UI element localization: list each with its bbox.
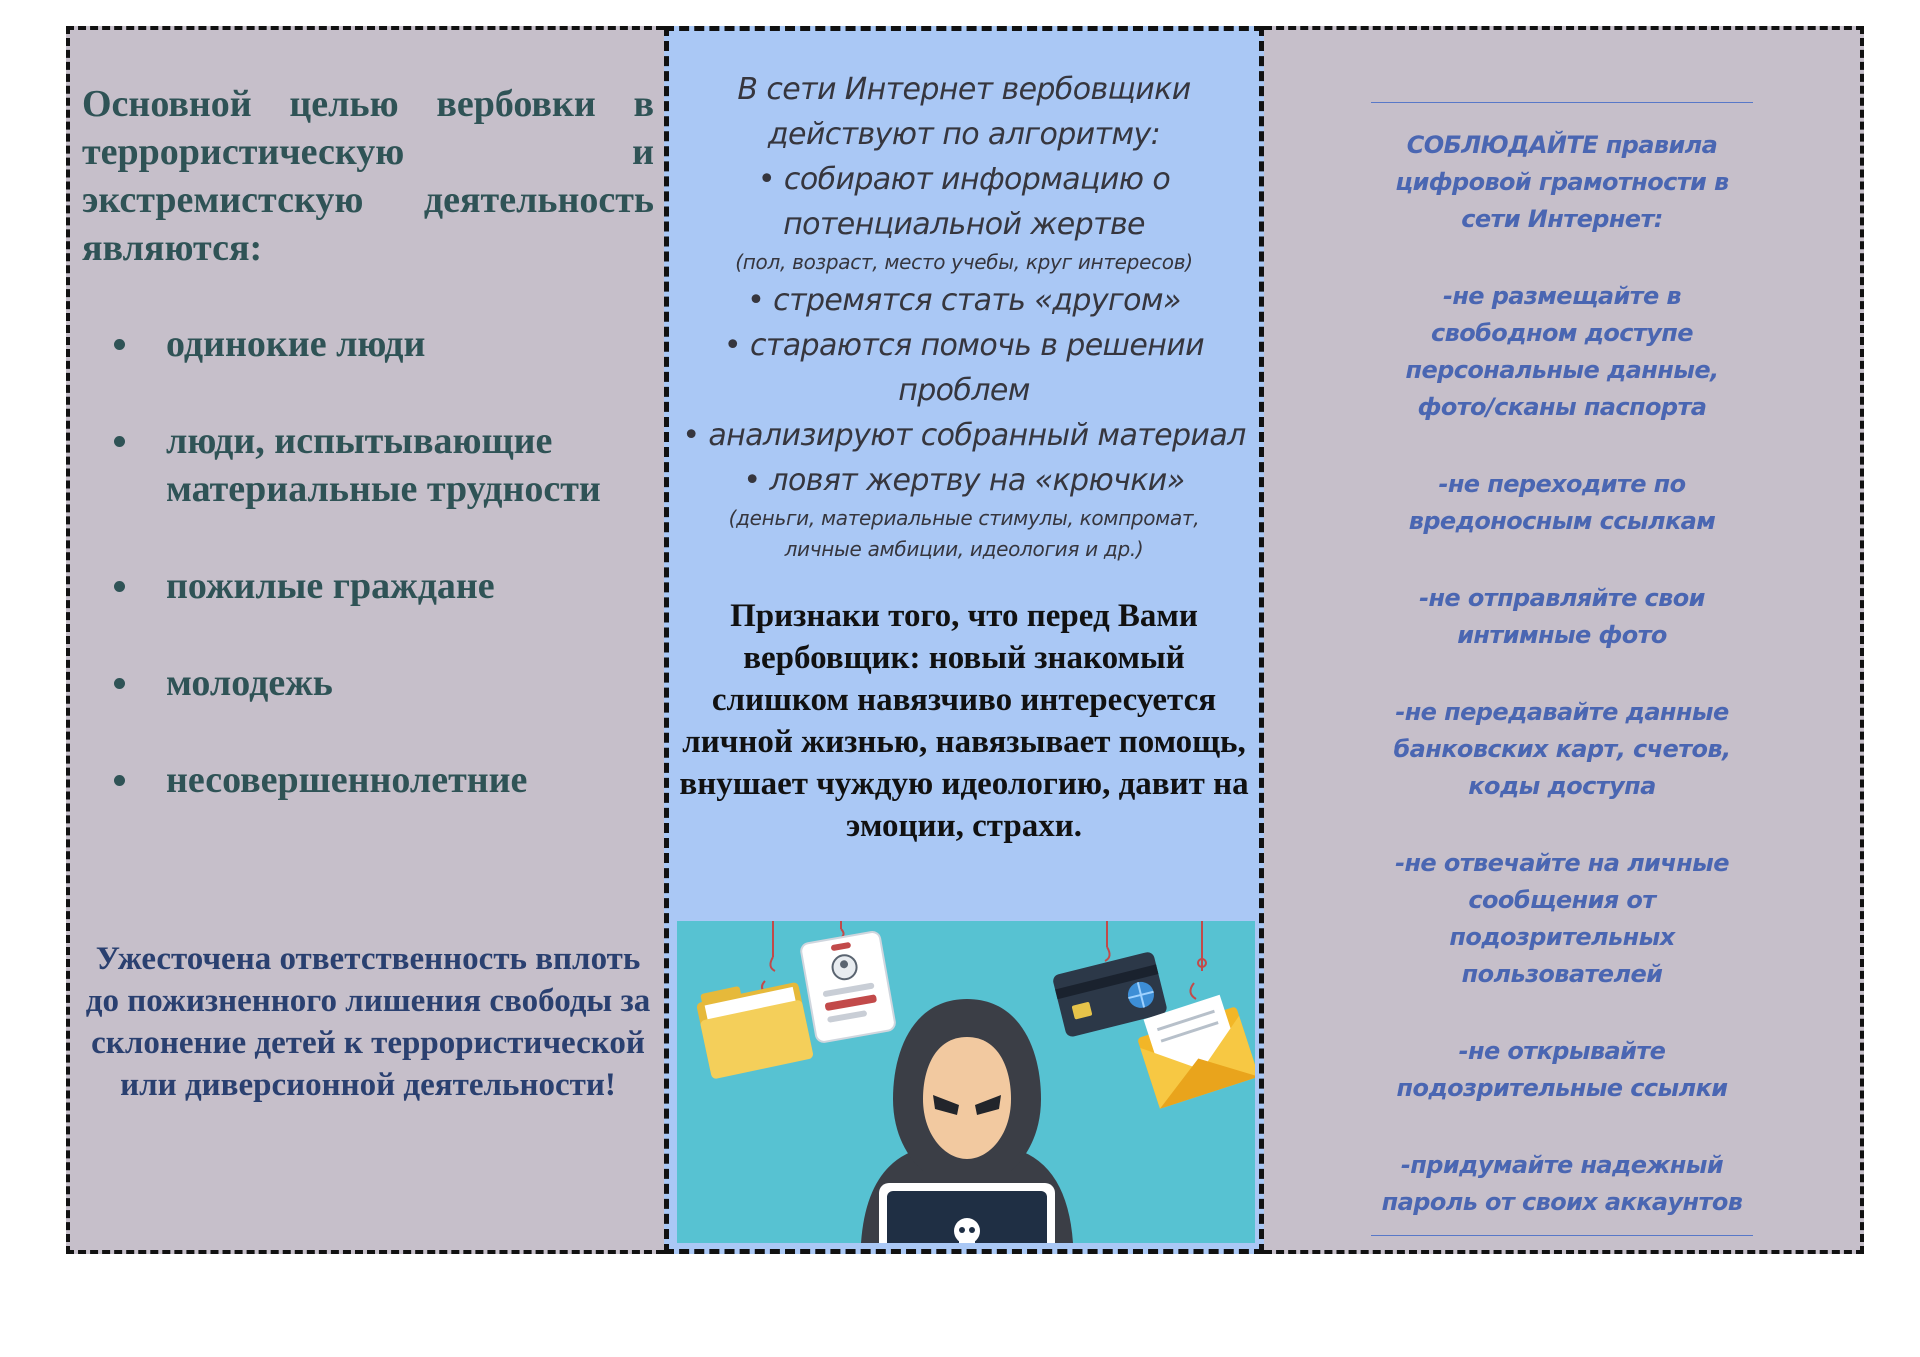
rule-item (1264, 1033, 1860, 1107)
list-item (114, 659, 654, 707)
rule-line: подозрительных (1449, 923, 1675, 951)
rule-line: интимные фото (1457, 621, 1667, 649)
algorithm-line: действуют по алгоритму: (767, 117, 1161, 152)
left-heading-line-3: являются: (82, 227, 263, 269)
right-panel (1264, 26, 1864, 1254)
rule-item (1264, 845, 1860, 993)
rule-line: -не открывайте (1458, 1037, 1666, 1065)
vulnerable-groups-list (114, 320, 654, 853)
rule-line: свободном доступе (1431, 319, 1693, 347)
bullet-icon (114, 581, 125, 592)
folder-icon (694, 974, 814, 1080)
divider (1371, 102, 1753, 103)
algorithm-line: • анализируют собранный материал (682, 418, 1246, 453)
rule-line: вредоносным ссылкам (1408, 507, 1716, 535)
algorithm-line: В сети Интернет вербовщики (737, 72, 1191, 107)
rule-line: -не передавайте данные (1395, 698, 1729, 726)
hacker-illustration (677, 921, 1255, 1243)
recruiter-signs: Признаки того, что перед Вами вербовщик: новый знакомый слишком навязчиво интересуется личной жизнью, навязывает помощь, внушает чуждую идеологию, давит на эмоции, страхи. (679, 598, 1249, 844)
algorithm-line: потенциальной жертве (783, 207, 1145, 242)
rule-line: пользователей (1461, 960, 1663, 988)
rule-item (1264, 694, 1860, 805)
list-item-text: пожилые граждане (166, 565, 495, 607)
rule-item (1264, 278, 1860, 426)
left-heading-line-1: Основной целью вербовки в террористическую и (82, 83, 654, 173)
list-item (114, 756, 654, 804)
rule-line: подозрительные ссылки (1396, 1074, 1728, 1102)
bullet-icon (114, 775, 125, 786)
algorithm-note: личные амбиции, идеология и др.) (784, 537, 1144, 561)
algorithm-line: проблем (898, 373, 1030, 408)
rule-line: -не отвечайте на личные (1395, 849, 1729, 877)
digital-literacy-rules (1264, 102, 1860, 1236)
list-item-text: люди, испытывающие материальные трудности (166, 420, 601, 510)
rules-title (1264, 127, 1860, 238)
rule-line: пароль от своих аккаунтов (1381, 1188, 1743, 1216)
id-card-icon (800, 931, 896, 1043)
rule-line: сообщения от (1468, 886, 1656, 914)
responsibility-notice: Ужесточена ответственность вплоть до пожизненного лишения свободы за склонение детей к террористической или диверсионной деятельности! (85, 941, 651, 1103)
divider (1371, 1235, 1753, 1236)
recruiter-algorithm (669, 67, 1259, 565)
algorithm-line: • ловят жертву на «крючки» (743, 463, 1185, 498)
brochure (66, 26, 1864, 1254)
rule-item (1264, 1147, 1860, 1221)
rule-line: -не размещайте в (1442, 282, 1682, 310)
bullet-icon (114, 339, 125, 350)
list-item (114, 417, 654, 513)
rule-item (1264, 466, 1860, 540)
rules-title-line: СОБЛЮДАЙТЕ правила (1406, 131, 1718, 159)
list-item-text: молодежь (166, 662, 333, 704)
rule-line: коды доступа (1468, 772, 1656, 800)
left-heading-line-2: экстремистскую деятельность (82, 179, 654, 221)
algorithm-line: • стремятся стать «другом» (747, 283, 1181, 318)
algorithm-line: • стараются помочь в решении (723, 328, 1205, 363)
bullet-icon (114, 436, 125, 447)
hacker-illustration-svg (677, 921, 1255, 1243)
rule-line: фото/сканы паспорта (1417, 393, 1707, 421)
algorithm-line: • собирают информацию о (757, 162, 1171, 197)
rule-item (1264, 580, 1860, 654)
algorithm-note: (деньги, материальные стимулы, компромат, (728, 506, 1200, 530)
algorithm-note: (пол, возраст, место учебы, круг интересов) (735, 250, 1193, 274)
list-item (114, 562, 654, 610)
rules-title-line: сети Интернет: (1461, 205, 1663, 233)
rule-line: -придумайте надежный (1400, 1151, 1724, 1179)
bullet-icon (114, 678, 125, 689)
list-item (114, 320, 654, 368)
left-panel (66, 26, 664, 1254)
rule-line: -не переходите по (1438, 470, 1686, 498)
skull-icon (954, 1218, 980, 1243)
left-heading (82, 80, 654, 272)
list-item-text: несовершеннолетние (166, 759, 528, 801)
list-item-text: одинокие люди (166, 323, 426, 365)
middle-panel (664, 26, 1264, 1254)
rule-line: банковских карт, счетов, (1393, 735, 1731, 763)
rule-line: -не отправляйте свои (1419, 584, 1705, 612)
rules-title-line: цифровой грамотности в (1395, 168, 1729, 196)
rule-line: персональные данные, (1405, 356, 1719, 384)
